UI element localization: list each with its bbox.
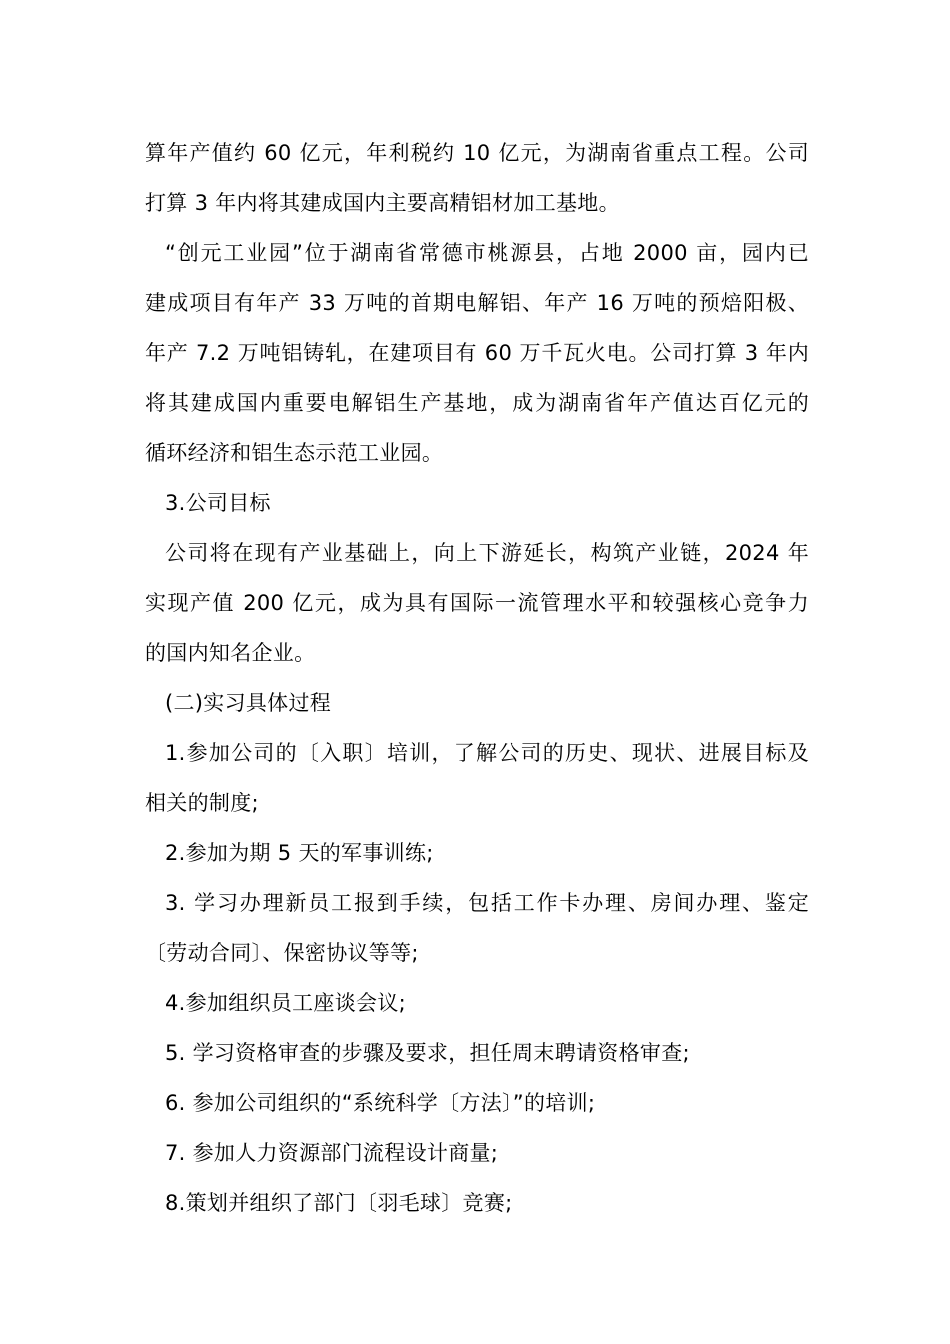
paragraph-line: 实现产值 200 亿元，成为具有国际一流管理水平和较强核心竞争力 bbox=[145, 591, 809, 615]
list-item: 5. 学习资格审查的步骤及要求，担任周末聘请资格审查; bbox=[165, 1041, 690, 1065]
document-body bbox=[145, 128, 809, 1228]
paragraph-line: 打算 3 年内将其建成国内主要高精铝材加工基地。 bbox=[145, 191, 620, 215]
list-item: 8.策划并组织了部门〔羽毛球〕竞赛; bbox=[165, 1191, 513, 1215]
list-item: 6. 参加公司组织的“系统科学〔方法〕”的培训; bbox=[165, 1091, 596, 1115]
paragraph-line: 公司将在现有产业基础上，向上下游延长，构筑产业链，2024 年 bbox=[165, 541, 809, 565]
section-heading: 3.公司目标 bbox=[165, 491, 271, 515]
paragraph-line: 循环经济和铝生态示范工业园。 bbox=[145, 441, 444, 465]
paragraph-line: 建成项目有年产 33 万吨的首期电解铝、年产 16 万吨的预焙阳极、 bbox=[145, 291, 809, 315]
paragraph-line: “创元工业园”位于湖南省常德市桃源县，占地 2000 亩，园内已 bbox=[165, 241, 809, 265]
paragraph-line: 年产 7.2 万吨铝铸轧，在建项目有 60 万千瓦火电。公司打算 3 年内 bbox=[145, 341, 809, 365]
list-item-continuation: 相关的制度; bbox=[145, 791, 259, 815]
list-item: 2.参加为期 5 天的军事训练; bbox=[165, 841, 434, 865]
paragraph-line: 的国内知名企业。 bbox=[145, 641, 316, 665]
section-heading: (二)实习具体过程 bbox=[165, 691, 332, 715]
list-item: 7. 参加人力资源部门流程设计商量; bbox=[165, 1141, 499, 1165]
paragraph-line: 算年产值约 60 亿元，年利税约 10 亿元，为湖南省重点工程。公司 bbox=[145, 141, 809, 165]
list-item: 1.参加公司的〔入职〕培训，了解公司的历史、现状、进展目标及 bbox=[165, 741, 809, 765]
list-item: 3. 学习办理新员工报到手续，包括工作卡办理、房间办理、鉴定 bbox=[165, 891, 809, 915]
paragraph-line: 将其建成国内重要电解铝生产基地，成为湖南省年产值达百亿元的 bbox=[145, 391, 809, 415]
list-item: 4.参加组织员工座谈会议; bbox=[165, 991, 407, 1015]
list-item-continuation: 〔劳动合同〕、保密协议等等; bbox=[145, 941, 419, 965]
